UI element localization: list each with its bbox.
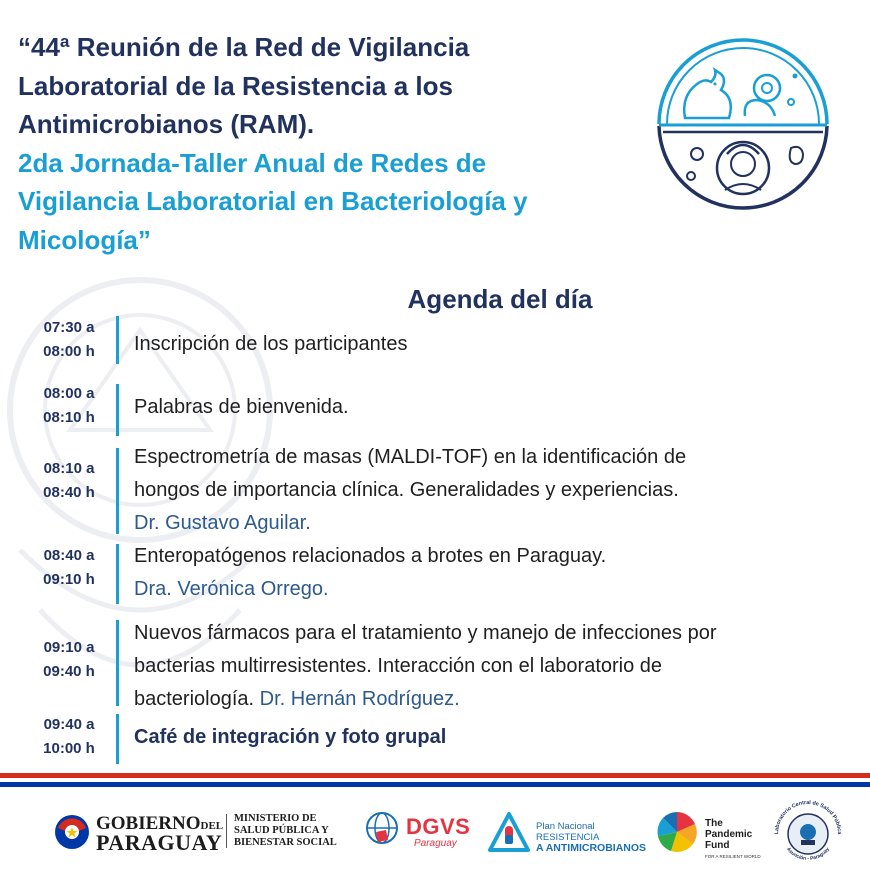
- time-range: [30, 457, 108, 505]
- agenda-line: bacterias multirresistentes. Interacción con el laboratorio de: [134, 655, 663, 677]
- time-start: 08:00 a: [43, 385, 95, 402]
- ram-line-bold: A ANTIMICROBIANOS: [536, 842, 647, 854]
- title-line: Antimicrobianos (RAM).: [18, 109, 315, 139]
- dgvs-subtext: Paraguay: [414, 838, 457, 849]
- pandemic-fund-icon: [655, 810, 699, 854]
- ministerio-line: BIENESTAR SOCIAL: [234, 837, 337, 848]
- speaker-name: Dra. Verónica Orrego.: [134, 578, 329, 600]
- flag-stripe-blue: [0, 782, 870, 787]
- time-range: [30, 713, 108, 761]
- ministerio-line: SALUD PÚBLICA Y: [234, 825, 329, 836]
- pandemic-line: The: [705, 818, 723, 829]
- subtitle-line: Vigilancia Laboratorial en Bacteriología y: [18, 186, 528, 216]
- pandemic-tagline: FOR A RESILIENT WORLD: [705, 854, 761, 859]
- time-range: [30, 316, 108, 364]
- time-start: 09:10 a: [43, 639, 95, 656]
- time-end: 09:10 h: [43, 571, 95, 588]
- pandemic-line: Fund: [705, 840, 730, 851]
- paraguay-seal-icon: [52, 812, 92, 852]
- title-line: “44ª Reunión de la Red de Vigilancia: [18, 32, 470, 62]
- time-range: [30, 382, 108, 430]
- agenda-line: Palabras de bienvenida.: [134, 396, 349, 418]
- time-divider: [116, 620, 119, 706]
- logo-divider: [226, 814, 227, 848]
- time-divider: [116, 316, 119, 364]
- agenda-line: Enteropatógenos relacionados a brotes en Paraguay.: [134, 545, 607, 567]
- agenda-line: Inscripción de los participantes: [134, 333, 408, 355]
- agenda-line: Café de integración y foto grupal: [134, 726, 447, 748]
- ram-line: [536, 843, 646, 855]
- time-divider: [116, 714, 119, 764]
- time-end: 08:00 h: [43, 343, 95, 360]
- ram-line: RESISTENCIA: [536, 831, 600, 843]
- ram-line: Plan Nacional: [536, 821, 595, 832]
- time-start: 08:40 a: [43, 547, 95, 564]
- globe-icon: [362, 810, 406, 850]
- time-end: 10:00 h: [43, 740, 95, 757]
- one-health-logo-icon: [655, 36, 831, 212]
- lcsp-seal-bottom-text: Asunción - Paraguay: [785, 846, 831, 863]
- agenda-line-text: bacteriología.: [134, 688, 255, 710]
- lcsp-seal-logo: [768, 796, 848, 870]
- time-start: 08:10 a: [43, 460, 95, 477]
- time-divider: [116, 448, 119, 534]
- agenda-heading: Agenda del día: [407, 284, 593, 314]
- time-divider: [116, 544, 119, 604]
- ministerio-logo-text: [234, 813, 337, 849]
- subtitle-line: 2da Jornada-Taller Anual de Redes de: [18, 147, 487, 178]
- agenda-line: Espectrometría de masas (MALDI-TOF) en la identificación de: [134, 446, 687, 468]
- agenda-line: [134, 683, 834, 716]
- paraguay-text: PARAGUAY: [96, 830, 223, 855]
- pandemic-fund-text: [705, 818, 752, 851]
- warning-triangle-icon: [486, 810, 532, 856]
- time-start: 07:30 a: [43, 319, 95, 336]
- title-line: Laboratorial de la Resistencia a los: [18, 70, 453, 101]
- pandemic-line: Pandemic: [705, 829, 753, 840]
- agenda-text: [134, 441, 834, 540]
- speaker-name: Dr. Gustavo Aguilar.: [134, 512, 311, 534]
- event-title: [18, 28, 638, 259]
- agenda-text: [134, 617, 834, 716]
- agenda-text: [134, 721, 834, 754]
- subtitle-line: Micología”: [18, 224, 151, 255]
- speaker-name: Dr. Hernán Rodríguez.: [259, 688, 460, 710]
- time-range: [30, 636, 108, 684]
- time-end: 08:40 h: [43, 484, 95, 501]
- time-end: 09:40 h: [43, 663, 95, 680]
- gobierno-word: GOBIERNO: [96, 813, 201, 834]
- ministerio-line: MINISTERIO DE: [234, 813, 317, 824]
- agenda-text: [134, 391, 834, 424]
- agenda-text: [134, 540, 834, 606]
- time-divider: [116, 384, 119, 436]
- dgvs-text: DGVS: [406, 814, 471, 839]
- footer-logos: [0, 796, 870, 870]
- time-start: 09:40 a: [43, 716, 95, 733]
- agenda-text: [134, 328, 834, 361]
- time-end: 08:10 h: [43, 409, 95, 426]
- agenda-line: hongos de importancia clínica. Generalidades y experiencias.: [134, 479, 679, 501]
- time-range: [30, 544, 108, 592]
- lcsp-seal-top-text: Laboratorio Central de Salud Pública: [773, 799, 843, 835]
- agenda-line: Nuevos fármacos para el tratamiento y manejo de infecciones por: [134, 622, 717, 644]
- gobierno-del: DEL: [200, 820, 224, 832]
- ram-text: [536, 822, 646, 855]
